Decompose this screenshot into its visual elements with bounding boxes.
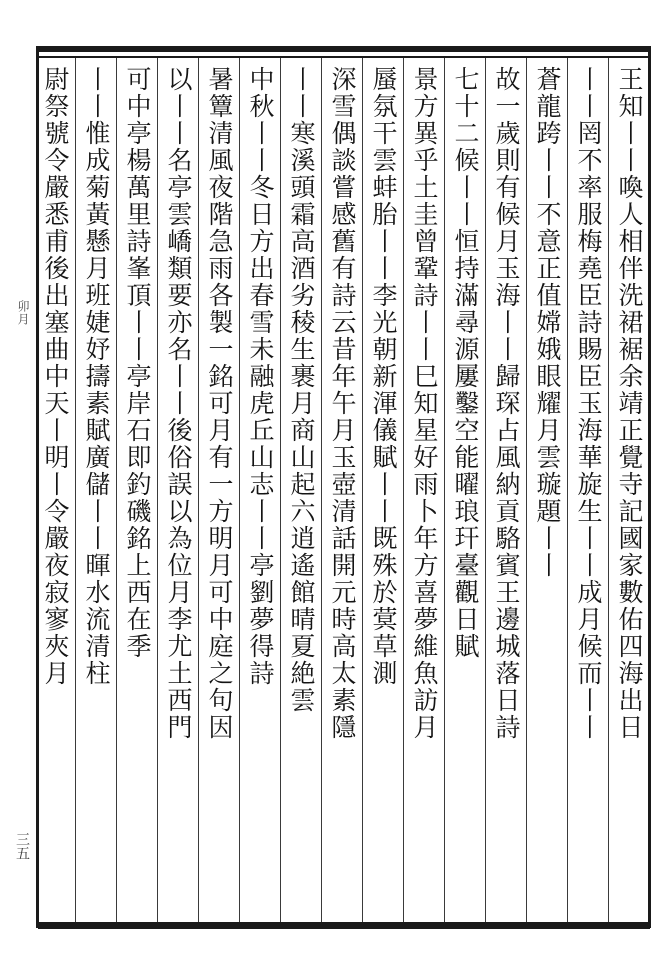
- text-column-14: 丨丨惟成菊黃懸月班婕妤擣素賦廣儲丨丨暉水流清柱: [82, 66, 111, 687]
- text-column-11: 暑簟清風夜階急雨各製一銘可月有一方明月可中庭之句因: [205, 66, 234, 741]
- page-number: 三五: [14, 832, 30, 860]
- text-column-8: 深雪偶談嘗感舊有詩云昔年午月玉壺清話開元時高太素隱: [328, 66, 357, 741]
- text-column-13: 可中亭楊萬里詩峯頂丨丨亭岸石即釣磯銘上西在季: [123, 66, 152, 660]
- text-column-15: 尉祭號令嚴悉甫後出塞曲中天丨明丨令嚴夜寂寥夾月: [41, 66, 70, 687]
- text-column-1: 王知丨丨喚人相伴洗裙裾余靖正覺寺記國家數佑四海出日: [615, 66, 644, 741]
- text-column-2: 丨丨罔不率服梅堯臣詩賜臣玉海華旋生丨丨成月候而丨丨: [574, 66, 603, 741]
- text-column-10: 中秋丨丨冬日方出春雪未融虎丘山志丨丨亭劉夢得詩: [246, 66, 275, 687]
- text-column-9: 丨丨寒溪頭霜高酒劣稜生裹月商山起六逍遙館晴夏絶雲: [287, 66, 316, 714]
- gutter-label: 卯月: [16, 300, 30, 326]
- bottom-border-rule: [38, 922, 650, 929]
- top-inner-rule: [38, 56, 650, 58]
- text-column-6: 景方異乎土圭曾鞏詩丨丨巳知星好雨卜年方喜夢維魚訪月: [410, 66, 439, 741]
- text-column-3: 蒼龍跨丨丨不意正值嫦娥眼耀月雲璇題丨丨: [533, 66, 562, 579]
- text-column-5: 七十二候丨丨恒持滿尋源屢鑿空能曜琅玕臺觀日賦: [451, 66, 480, 660]
- text-column-7: 蜃氛干雲蚌胎丨丨李光朝新渾儀賦丨丨既殊於蓂草測: [369, 66, 398, 687]
- text-column-12: 以丨丨名亭雲嶠類要亦名丨丨後俗誤以為位月李尤土西門: [164, 66, 193, 741]
- top-border-rule: [38, 46, 650, 52]
- text-column-4: 故一歲則有候月玉海丨丨歸琛占風納貢駱賓王邊城落日詩: [492, 66, 521, 741]
